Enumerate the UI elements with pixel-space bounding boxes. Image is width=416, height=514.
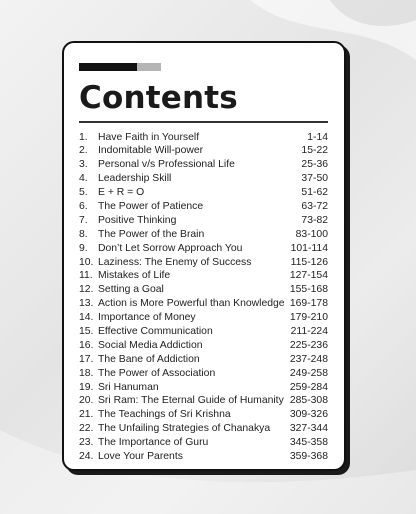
toc-entry-pages: 101-114 [290,242,328,254]
toc-entry-pages: 327-344 [289,423,328,435]
toc-entry-number: 2. [79,145,88,157]
toc-entry-number: 1. [79,131,88,143]
toc-entry [79,450,328,464]
toc-entry [79,367,328,381]
toc-entry-pages: 309-326 [289,409,328,421]
toc-entry-title: Sri Hanuman [98,381,159,393]
toc-entry-title: Indomitable Will-power [98,145,204,157]
toc-entry-title: The Unfailing Strategies of Chanakya [98,423,271,435]
toc-entry-number: 12. [79,284,94,296]
toc-entry [79,158,328,172]
toc-entry-number: 18. [79,367,94,379]
toc-entry-number: 22. [79,423,94,435]
toc-entry-pages: 359-368 [289,450,328,462]
toc-entry-number: 5. [79,187,88,199]
toc-entry [79,242,328,256]
toc-entry-title: The Power of Patience [98,200,204,212]
toc-entry-pages: 179-210 [289,312,328,324]
toc-entry-title: The Importance of Guru [98,437,209,449]
toc-entry-title: Personal v/s Professional Life [98,159,235,171]
toc-entry-pages: 25-36 [301,159,328,171]
toc-entry [79,311,328,325]
title-accent-bar [79,63,161,71]
toc-entry-title: Love Your Parents [98,450,183,462]
toc-entry [79,408,328,422]
toc-list [79,131,328,464]
toc-entry-title: Social Media Addiction [98,339,203,351]
toc-entry-pages: 1-14 [307,131,328,143]
toc-entry-title: Effective Communication [98,325,213,337]
toc-entry-number: 16. [79,339,94,351]
toc-entry-pages: 169-178 [289,298,328,310]
toc-entry-title: The Power of the Brain [98,228,205,240]
toc-entry-number: 20. [79,395,94,407]
toc-entry [79,339,328,353]
toc-entry [79,297,328,311]
toc-entry-title: Leadership Skill [98,173,172,185]
toc-entry-pages: 127-154 [289,270,328,282]
accent-bar-dark [79,63,137,71]
toc-entry-number: 19. [79,381,94,393]
toc-entry-number: 7. [79,214,88,226]
toc-entry-number: 21. [79,409,94,421]
toc-entry-title: Action is More Powerful than Knowledge [98,298,285,310]
toc-entry-number: 11. [79,270,93,282]
toc-entry-title: Positive Thinking [98,214,177,226]
toc-entry-pages: 63-72 [301,200,328,212]
title-divider [79,121,328,123]
toc-entry-number: 24. [79,450,94,462]
toc-entry-pages: 249-258 [289,367,328,379]
toc-entry-title: Sri Ram: The Eternal Guide of Humanity [98,395,284,407]
toc-entry-title: Setting a Goal [98,284,164,296]
toc-entry [79,325,328,339]
contents-card [62,41,346,471]
toc-entry-pages: 83-100 [295,228,328,240]
toc-entry [79,131,328,145]
toc-entry-title: Don’t Let Sorrow Approach You [98,242,243,254]
toc-entry-pages: 73-82 [301,214,328,226]
page-title: Contents [79,80,238,116]
toc-entry [79,214,328,228]
toc-entry-number: 6. [79,200,88,212]
toc-entry [79,353,328,367]
toc-entry-number: 3. [79,159,88,171]
toc-entry-pages: 259-284 [289,381,328,393]
toc-entry-number: 15. [79,325,94,337]
toc-entry-pages: 285-308 [289,395,328,407]
toc-entry [79,269,328,283]
toc-entry [79,228,328,242]
toc-entry-number: 17. [79,353,94,365]
toc-entry [79,200,328,214]
toc-entry-pages: 51-62 [301,187,328,199]
toc-entry [79,422,328,436]
toc-entry [79,394,328,408]
toc-entry-pages: 15-22 [301,145,328,157]
toc-entry-pages: 211-224 [290,325,328,337]
toc-entry-number: 8. [79,228,88,240]
toc-entry [79,283,328,297]
toc-entry-number: 14. [79,312,94,324]
toc-entry [79,436,328,450]
toc-entry-pages: 225-236 [289,339,328,351]
toc-entry [79,144,328,158]
toc-entry-pages: 37-50 [301,173,328,185]
toc-entry-pages: 345-358 [289,437,328,449]
toc-entry-title: E + R = O [98,187,145,199]
toc-entry [79,256,328,270]
toc-entry-title: Have Faith in Yourself [98,131,200,143]
toc-entry [79,381,328,395]
toc-entry-number: 23. [79,437,94,449]
toc-entry-pages: 237-248 [289,353,328,365]
toc-entry-number: 4. [79,173,88,185]
toc-entry-title: The Power of Association [98,367,216,379]
toc-entry-title: Mistakes of Life [98,270,171,282]
toc-entry-number: 13. [79,298,94,310]
toc-entry-number: 10. [79,256,94,268]
toc-entry-title: Importance of Money [98,312,196,324]
toc-entry-pages: 155-168 [289,284,328,296]
toc-entry-title: The Teachings of Sri Krishna [98,409,231,421]
toc-entry [79,172,328,186]
accent-bar-light [137,63,161,71]
toc-entry-title: Laziness: The Enemy of Success [98,256,252,268]
toc-entry-title: The Bane of Addiction [98,353,200,365]
toc-entry-pages: 115-126 [290,256,328,268]
toc-entry [79,186,328,200]
toc-entry-number: 9. [79,242,88,254]
